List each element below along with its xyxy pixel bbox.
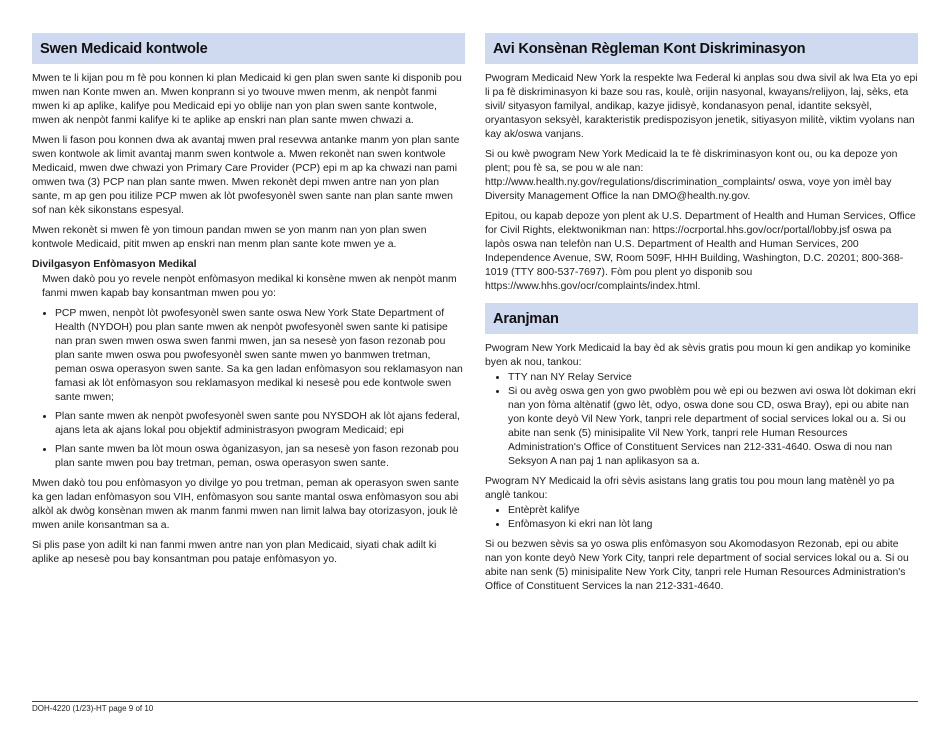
- disclosure-intro: Mwen dakò pou yo revele nenpòt enfòmasyon medikal ki konsène mwen ak nenpòt manm fanmi mwen kapab bay konsantman mwen pou yo:: [42, 274, 457, 299]
- paragraph: Pwogram NY Medicaid la ofri sèvis asistans lang gratis tou pou moun lang matènèl yo pa anglè tankou:: [485, 476, 895, 501]
- paragraph: Pwogram Medicaid New York la respekte lwa Federal ki anplas sou dwa sivil ak lwa Eta yo epi li pa fè diskriminasyon ki baze sou ras, koulè, orijin nasyonal, kwayans/relijyon, laj, sèks, eta sivil/ sityasyon familyal, andikap, kazye jidisyè, kondanasyon penal, idantite seksyèl, oryantasyon seksyèl, karakteristik predispozisyon jenetik, sitiyasyon militè, viktim vyolans nan kay ak/oswa vanjans.: [485, 73, 918, 140]
- accommodations-list: [485, 371, 918, 469]
- subheading-medical-disclosure: Divilgasyon Enfòmasyon Medikal: [32, 259, 197, 270]
- list-item: • Si ou avèg oswa gen yon gwo pwoblèm pou wè epi ou bezwen avi oswa lòt dokiman ekri nan yon fòma altènatif (gwo lèt, odyo, oswa done sou CD, oswa Bray), epi ou abite nan yon konte deyò Vil New York, tanpri rele department of social services lokal ou a. Si ou abite nan senk (5) minisipalite Vil New York, tanpri rele Human Resources Administration's Office of Constituent Services nan 212-331-4640. Oswa di nou nan Seksyon A nan paj 1 nan aplikasyon sa a.: [508, 385, 918, 469]
- section-header-managed-care: [32, 33, 465, 64]
- paragraph: Si ou bezwen sèvis sa yo oswa plis enfòmasyon sou Akomodasyon Rezonab, epi ou abite nan yon konte deyò New York City, tanpri rele department of social services lokal ou a. Si ou abite nan senk (5) minisipalite New York City, tanpri rele Human Resources Administration's Office of Constituent Services la nan 212-331-4640.: [485, 539, 909, 592]
- left-column: [32, 33, 465, 573]
- accommodations-body: [485, 334, 918, 594]
- list-item: • Enfòmasyon ki ekri nan lòt lang: [508, 518, 918, 532]
- list-item: • PCP mwen, nenpòt lòt pwofesyonèl swen sante oswa New York State Department of Health (NYDOH) pou plan sante mwen ak nenpòt pwofesyonèl swen sante ki patisipe nan pran swen mwen oswa swen fanmi mwen, jan sa nesesè yon fason rezonab pou plan sante mwen oswa pou pwofesyonèl swen sante mwen yo banmwen tretman, peman oswa operasyon swen sante. Sa ka gen ladan enfòmasyon sou reklamasyon nan famasi ak lòt enfòmasyon sou reklamasyon medikal ki nesesè pou ede kontwole swen sante mwen;: [55, 307, 465, 405]
- paragraph: Si ou kwè pwogram New York Medicaid la te fè diskriminasyon kont ou, ou ka depoze yon plent; pou fè sa, se pou w ale nan: http://www.health.ny.gov/regulations/discrimination_complaints/ oswa, voye yon imèl bay Diversity Management Office la nan DMO@health.ny.gov.: [485, 149, 898, 202]
- list-item: • Plan sante mwen ak nenpòt pwofesyonèl swen sante pou NYSDOH ak lòt ajans federal, ajans leta ak ajans lokal pou objektif administrasyon pwogram Medicaid; epi: [55, 410, 465, 438]
- paragraph: Mwen li fason pou konnen dwa ak avantaj mwen pral resevwa antanke manm yon plan sante swen kontwole ak limit avantaj manm swen kontwole a. Mwen rekonèt nan swen kontwole Medicaid, mwen dwe chwazi yon Primary Care Provider (PCP) epi m ap ka chwazi nan pami omwen twa (3) PCP nan plan sante mwen. Mwen rekonèt depi mwen antre nan yon plan sante, m ap gen pou itilize PCP mwen ak lòt pwofesyonèl swen sante nan plan sante mwen sof nan kèk sikonstans espesyal.: [32, 135, 460, 216]
- list-item: • Entèprèt kalifye: [508, 504, 918, 518]
- form-code: DOH-4220 (1/23)-HT page 9 of 10: [32, 704, 154, 713]
- nondiscrimination-body: [485, 64, 918, 294]
- section-header-accommodations: [485, 303, 918, 334]
- list-item: • Plan sante mwen ba lòt moun oswa òganizasyon, jan sa nesesè yon fason rezonab pou plan sante mwen pou bay tretman, peman, oswa operasyon swen sante.: [55, 443, 465, 471]
- footer-divider: [32, 701, 918, 702]
- paragraph: Si plis pase yon adilt ki nan fanmi mwen antre nan yon plan Medicaid, siyati chak adilt ki aplike ap nesesè pou bay konsantman pou pataje enfòmasyon yo.: [32, 540, 437, 565]
- section-title: Swen Medicaid kontwole: [40, 40, 208, 57]
- list-item: • TTY nan NY Relay Service: [508, 371, 918, 385]
- paragraph: Mwen dakò tou pou enfòmasyon yo divilge yo pou tretman, peman ak operasyon swen sante ka gen ladan enfòmasyon sou VIH, enfòmasyon sou sante mantal oswa enfòmasyon sou abi alkòl ak dwòg konsènan mwen ak manm fanmi mwen nan limit lalwa bay otorizasyon, jouk lè mwen anile konsantman sa a.: [32, 478, 459, 531]
- disclosure-list: [32, 307, 465, 471]
- section-title: Aranjman: [493, 310, 559, 327]
- paragraph: Mwen te li kijan pou m fè pou konnen ki plan Medicaid ki gen plan swen sante ki disponib pou mwen nan Konte mwen an. Mwen konprann si yo twouve mwen menm, ak nenpòt fanmi mwen ki ap aplike, kalifye pou Medicaid epi yo oblije nan yon plan swen sante kontwole, mwen ak nenpòt fanmi kalifye ki te aplike ap enskri nan plan sante mwen chwazi a.: [32, 73, 462, 126]
- managed-care-body: [32, 64, 465, 567]
- section-title: Avi Konsènan Règleman Kont Diskriminasyon: [493, 40, 806, 57]
- paragraph: Mwen rekonèt si mwen fè yon timoun pandan mwen se yon manm nan yon plan swen kontwole Medicaid, pitit mwen ap enskri nan menm plan sante kote mwen ye a.: [32, 225, 427, 250]
- paragraph: Pwogram New York Medicaid la bay èd ak sèvis gratis pou moun ki gen andikap yo kominike byen ak nou, tankou:: [485, 343, 911, 368]
- right-column: [485, 33, 918, 600]
- language-list: [485, 504, 918, 532]
- paragraph: Epitou, ou kapab depoze yon plent ak U.S. Department of Health and Human Services, Office for Civil Rights, elektwonikman nan: https://ocrportal.hhs.gov/ocr/portal/lobby.jsf oswa pa lapòs oswa nan telefòn nan U.S. Department of Health and Human Services, 200 Independence Avenue, SW, Room 509F, HHH Building, Washington, D.C. 20201; 800-368-1019 (TTY 800-537-7697). Fòm pou plent yo disponib sou https://www.hhs.gov/ocr/complaints/index.html.: [485, 211, 916, 292]
- section-header-nondiscrimination: [485, 33, 918, 64]
